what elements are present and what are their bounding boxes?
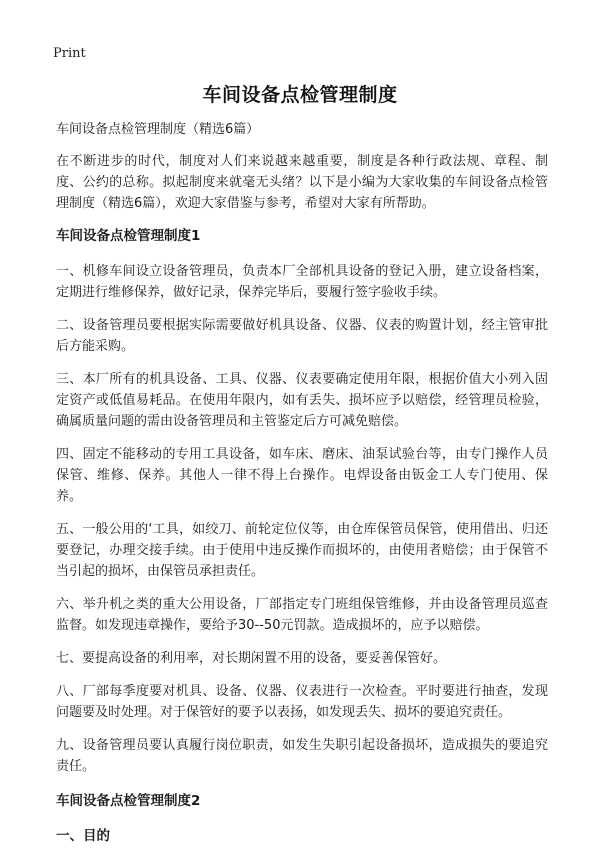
section1-item-3: 三、本厂所有的机具设备、工具、仪器、仪表要确定使用年限，根据价值大小列入固定资产或低值易耗品。在使用年限内，如有丢失、损坏应予以赔偿，经管理员检验，确属质量问题的需由设备管理员和主管鉴定后方可减免赔偿。 (56, 372, 548, 429)
print-label[interactable]: Print (53, 46, 86, 61)
section1-item-2: 二、设备管理员要根据实际需要做好机具设备、仪器、仪表的购置计划，经主管审批后方能采购。 (56, 318, 548, 354)
intro-paragraph: 在不断进步的时代，制度对人们来说越来越重要，制度是各种行政法规、章程、制度、公约的总称。拟起制度来就毫无头绪？以下是小编为大家收集的车间设备点检管理制度（精选6篇），欢迎大家借鉴与参考，希望对大家有所帮助。 (56, 154, 548, 211)
section1-item-8: 八、厂部每季度要对机具、设备、仪器、仪表进行一次检查。平时要进行抽查，发现问题要及时处理。对于保管好的要予以表扬，如发现丢失、损坏的要追究责任。 (56, 684, 548, 720)
section1-item-7: 七、要提高设备的利用率，对长期闲置不用的设备，要妥善保管好。 (56, 651, 447, 666)
document-body (56, 119, 548, 861)
section-heading-1: 车间设备点检管理制度1 (56, 228, 201, 244)
page-title: 车间设备点检管理制度 (202, 84, 398, 106)
section1-item-1: 一、机修车间设立设备管理员，负责本厂全部机具设备的登记入册，建立设备档案，定期进行维修保养，做好记录，保养完毕后，要履行签字验收手续。 (56, 264, 548, 300)
section1-item-9: 九、设备管理员要认真履行岗位职责，如发生失职引起设备损坏，造成损失的要追究责任。 (56, 738, 548, 774)
section1-item-4: 四、固定不能移动的专用工具设备，如车床、磨床、油泵试验台等，由专门操作人员保管、维修、保养。其他人一律不得上台操作。电焊设备由钣金工人专门使用、保养。 (56, 447, 548, 504)
section1-item-5: 五、一般公用的‘工具，如绞刀、前轮定位仪等，由仓库保管员保管，使用借出、归还要登记，办理交接手续。由于使用中违反操作而损坏的，由使用者赔偿；由于保管不当引起的损坏，由保管员承担责任。 (56, 522, 548, 579)
section2-subheading-1: 一、目的 (56, 828, 110, 844)
section1-item-6: 六、举升机之类的重大公用设备，厂部指定专门班组保管维修，并由设备管理员巡查监督。如发现违章操作，要给予30--50元罚款。造成损坏的，应予以赔偿。 (56, 597, 548, 633)
section-heading-2: 车间设备点检管理制度2 (56, 793, 201, 809)
document-subtitle: 车间设备点检管理制度（精选6篇） (56, 122, 260, 137)
